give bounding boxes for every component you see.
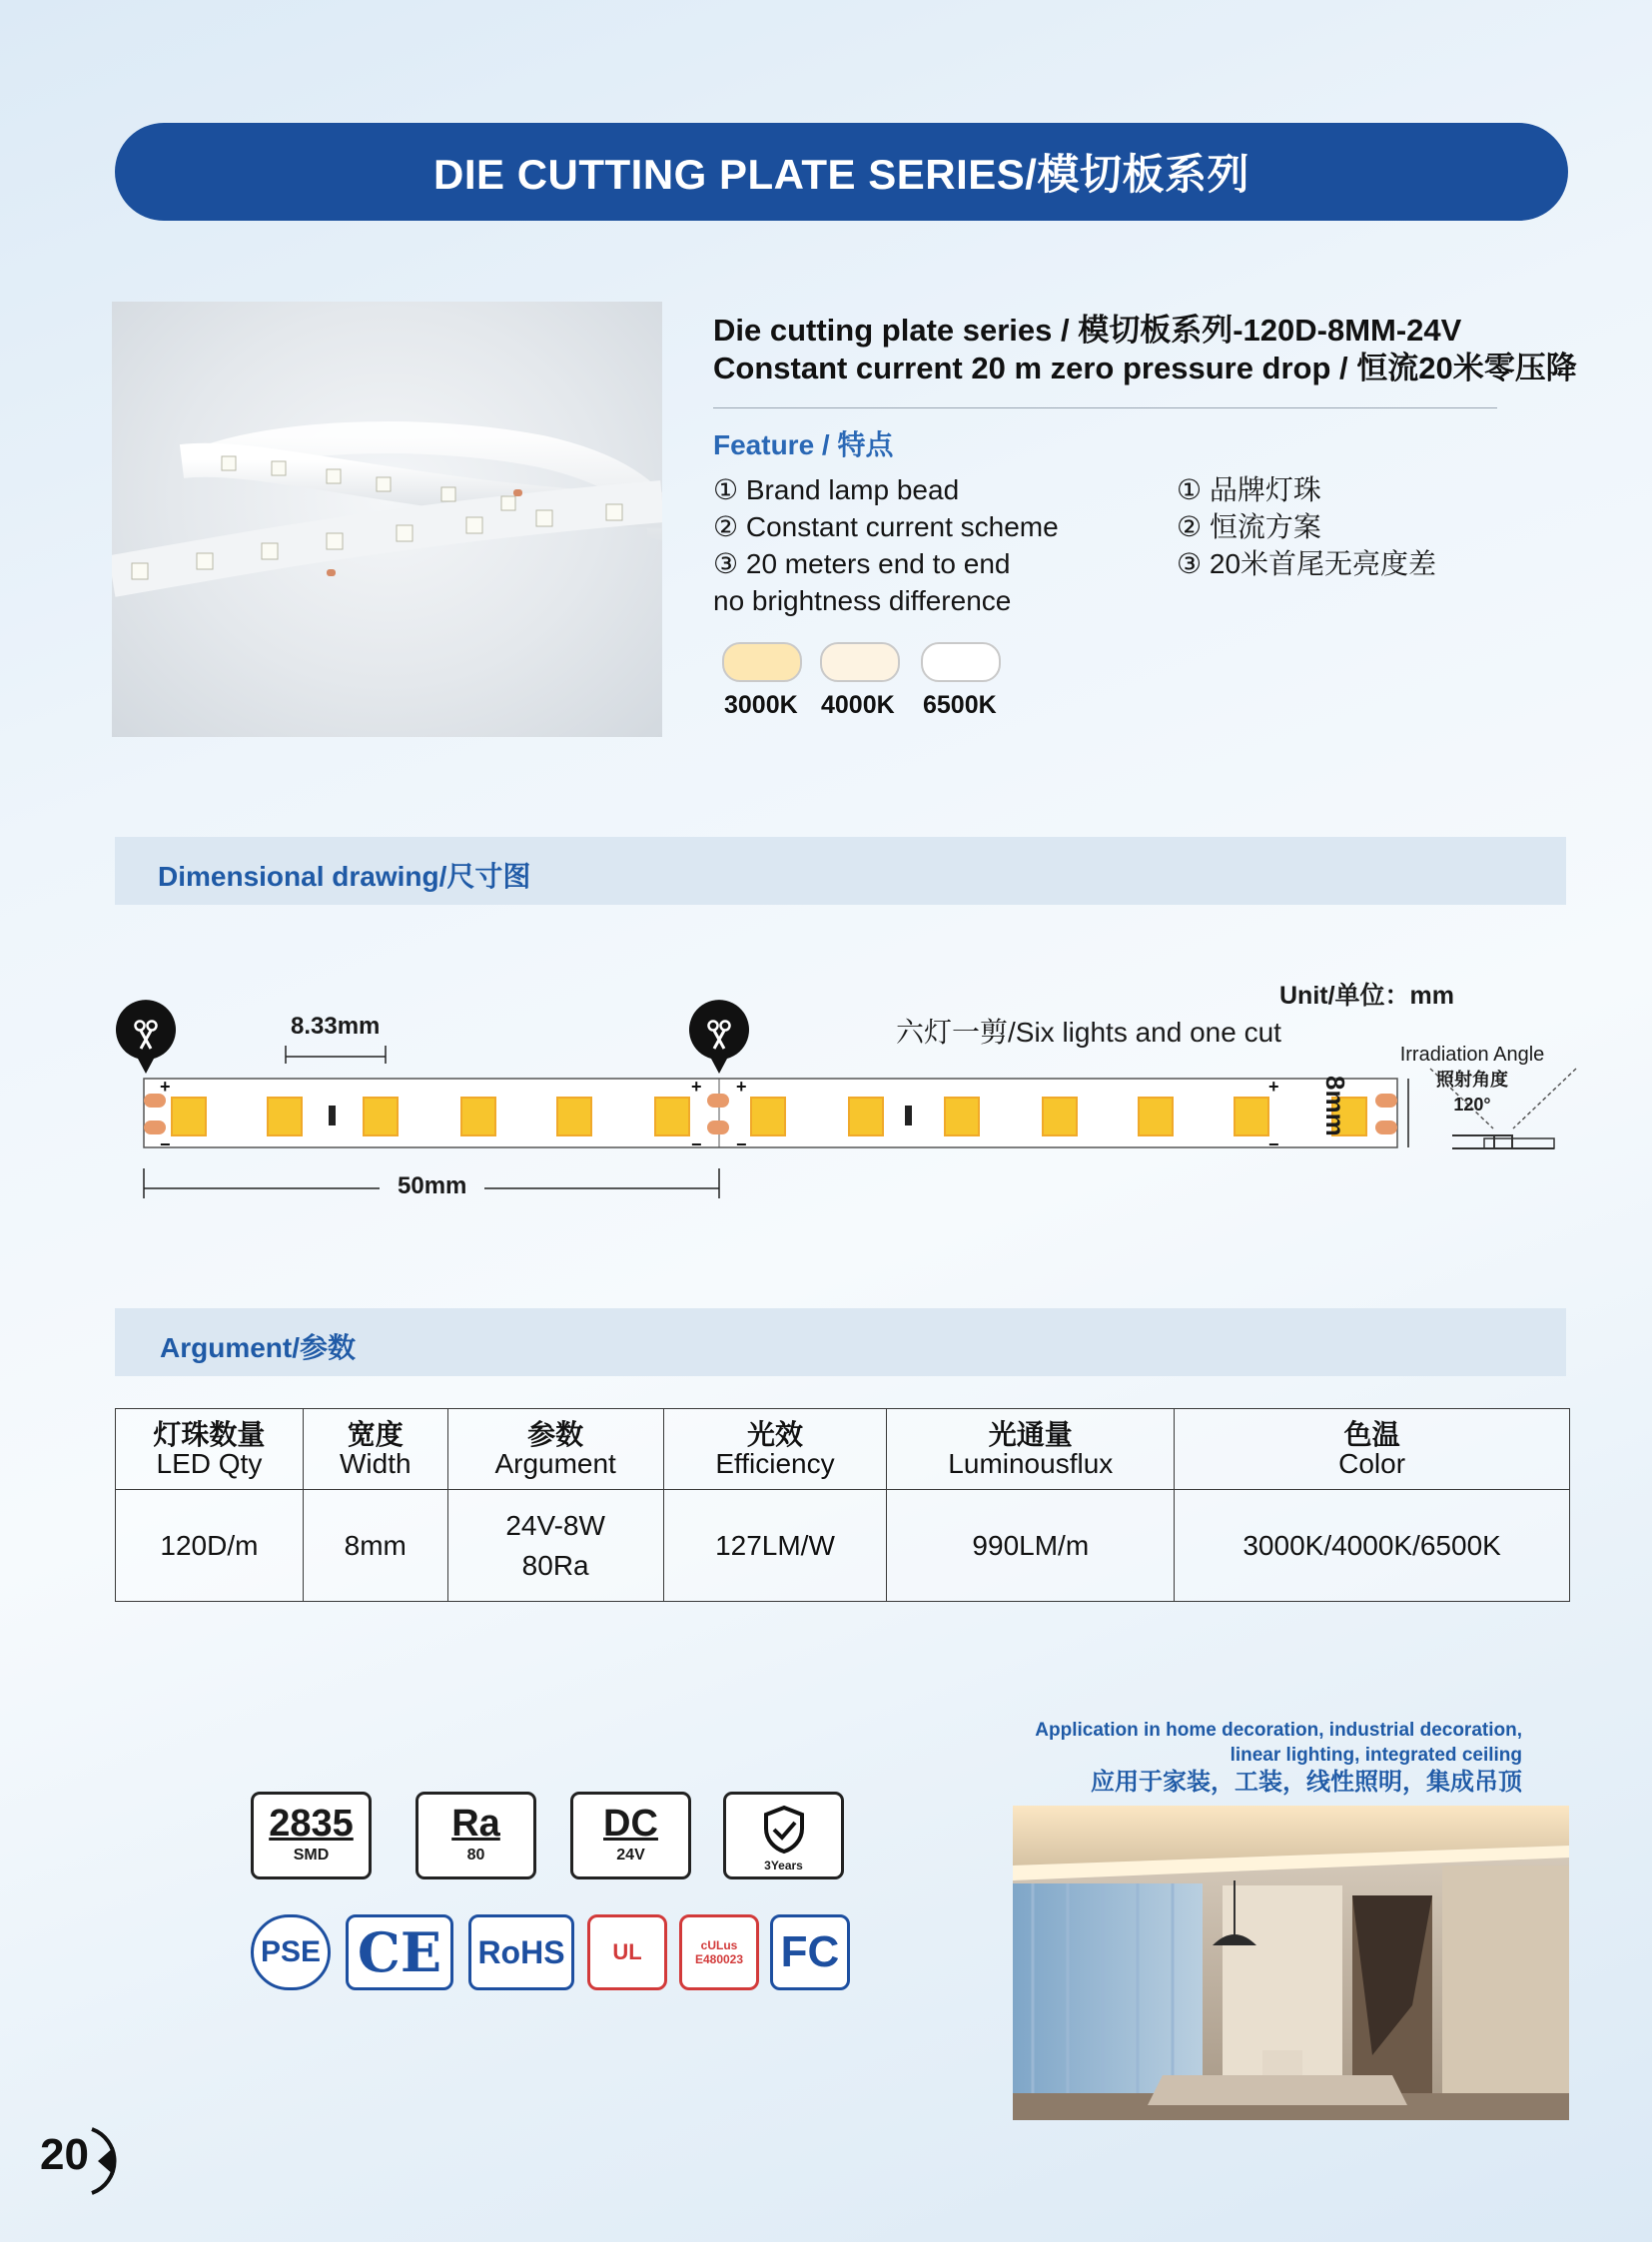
feature-en-item: ② Constant current scheme	[713, 511, 1059, 542]
width-label: 8mm	[1320, 1076, 1350, 1136]
swatch-4000k	[820, 642, 900, 682]
smd-badge: 2835 SMD	[251, 1792, 372, 1879]
feature-heading: Feature / 特点	[713, 429, 894, 460]
unit-label: Unit/单位：mm	[1279, 982, 1455, 1010]
cell-width: 8mm	[303, 1490, 447, 1602]
length-label: 50mm	[398, 1172, 467, 1199]
swatch-label: 6500K	[923, 691, 997, 719]
feature-cn-item: ② 恒流方案	[1177, 511, 1321, 542]
warranty-badge: 3Years	[723, 1792, 844, 1879]
table-header-row	[116, 1409, 1570, 1490]
angle-label	[1382, 1043, 1562, 1118]
cell-led-qty: 120D/m	[116, 1490, 304, 1602]
page-arrow-icon	[88, 2125, 132, 2197]
spec-table	[115, 1408, 1570, 1602]
minus-sign: −	[736, 1134, 747, 1154]
title-divider	[713, 407, 1497, 408]
feature-cn-item: ③ 20米首尾无亮度差	[1177, 548, 1437, 579]
culus-logo: cULus E480023	[679, 1914, 759, 1990]
dc-badge: DC 24V	[570, 1792, 691, 1879]
angle-title: Irradiation Angle	[1399, 1044, 1545, 1066]
minus-sign: −	[160, 1134, 171, 1154]
table-row	[116, 1490, 1570, 1602]
product-title	[713, 312, 1577, 387]
header-color: 色温 Color	[1175, 1409, 1570, 1490]
header-argument: 参数 Argument	[447, 1409, 663, 1490]
plus-sign: +	[160, 1077, 171, 1097]
application-caption: Application in home decoration, industrial decoration, linear lighting, integrated ceiling 应用于家装，工装，线性照明，集成吊顶	[1035, 1720, 1522, 1796]
cut-label: 六灯一剪/Six lights and one cut	[896, 1017, 1281, 1048]
scissor-icon	[689, 1000, 749, 1074]
feature-en-item: ③ 20 meters end to end	[713, 548, 1011, 579]
plus-sign: +	[736, 1077, 747, 1097]
shield-check-icon	[760, 1805, 808, 1855]
cell-flux: 990LM/m	[887, 1490, 1175, 1602]
product-photo	[112, 302, 662, 737]
pitch-label: 8.33mm	[291, 1013, 381, 1040]
header-efficiency: 光效 Efficiency	[663, 1409, 887, 1490]
cell-efficiency: 127LM/W	[663, 1490, 887, 1602]
product-title-line2: Constant current 20 m zero pressure drop / 恒流20米零压降	[713, 351, 1577, 385]
swatch-label: 4000K	[821, 691, 895, 719]
feature-en-item: no brightness difference	[713, 585, 1012, 616]
application-photo	[1013, 1806, 1569, 2120]
header-width: 宽度 Width	[303, 1409, 447, 1490]
minus-sign: −	[691, 1134, 702, 1154]
argument-section-title: Argument/参数	[160, 1332, 357, 1363]
angle-cn: 照射角度	[1436, 1070, 1508, 1090]
ul-logo: UL	[587, 1914, 667, 1990]
feature-en-item: ① Brand lamp bead	[713, 474, 960, 505]
features-cn	[1177, 471, 1436, 582]
swatch-6500k	[921, 642, 1001, 682]
pse-logo: PSE	[251, 1914, 331, 1990]
cell-color: 3000K/4000K/6500K	[1175, 1490, 1570, 1602]
ra-badge: Ra 80	[415, 1792, 536, 1879]
ce-logo: CE	[346, 1914, 453, 1990]
dimension-section-title: Dimensional drawing/尺寸图	[158, 861, 531, 892]
series-title: DIE CUTTING PLATE SERIES/模切板系列	[433, 151, 1249, 198]
angle-value: 120°	[1453, 1095, 1491, 1115]
swatch-label: 3000K	[724, 691, 798, 719]
rohs-logo: RoHS	[468, 1914, 574, 1990]
series-title-banner	[115, 123, 1568, 221]
feature-cn-item: ① 品牌灯珠	[1177, 474, 1321, 505]
minus-sign: −	[1268, 1134, 1279, 1154]
header-led-qty: 灯珠数量 LED Qty	[116, 1409, 304, 1490]
cell-argument: 24V-8W 80Ra	[447, 1490, 663, 1602]
header-flux: 光通量 Luminousflux	[887, 1409, 1175, 1490]
page-number: 20	[40, 2130, 89, 2179]
features-en	[713, 471, 1059, 619]
product-title-line1: Die cutting plate series / 模切板系列-120D-8MM-24V	[713, 313, 1462, 348]
plus-sign: +	[1268, 1077, 1279, 1097]
strip-diagram	[100, 989, 1598, 1218]
swatch-3000k	[722, 642, 802, 682]
fc-logo: FC	[770, 1914, 850, 1990]
scissor-icon	[116, 1000, 176, 1074]
plus-sign: +	[691, 1077, 702, 1097]
